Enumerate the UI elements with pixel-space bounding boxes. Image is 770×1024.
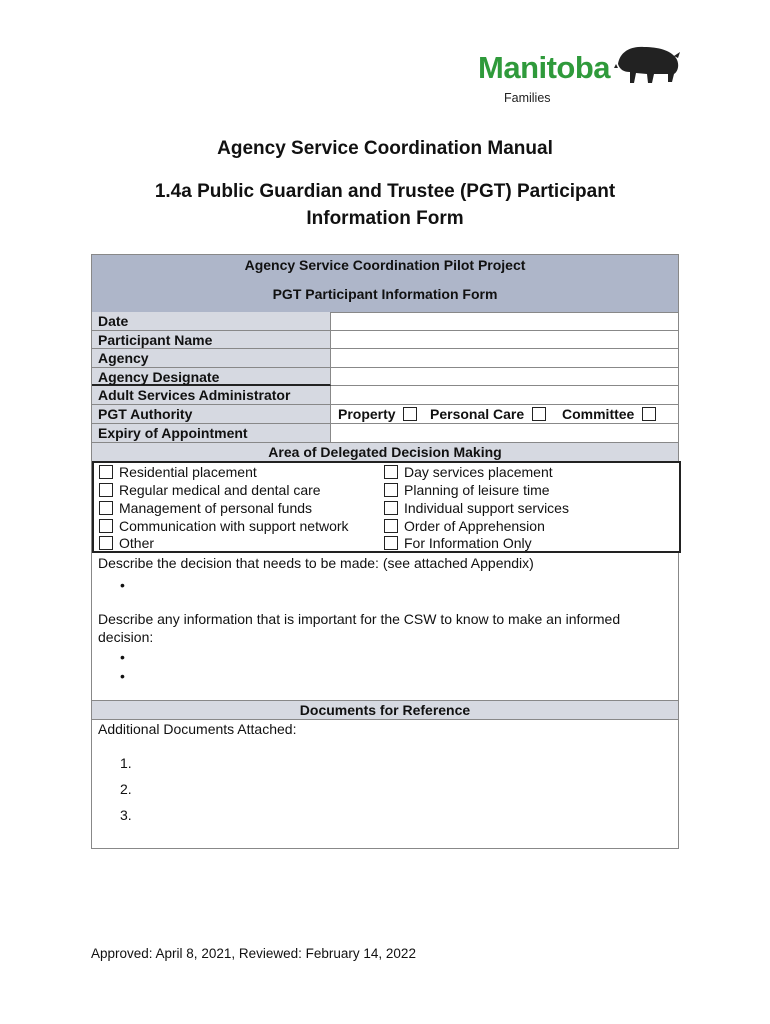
pgt-authority-options: [331, 405, 678, 424]
documents-heading: Documents for Reference: [92, 700, 678, 720]
field-label: Adult Services Administrator: [92, 386, 331, 405]
order-of-apprehension-checkbox[interactable]: [384, 519, 398, 533]
residential-placement-checkbox[interactable]: [99, 465, 113, 479]
individual-support-checkbox[interactable]: [384, 501, 398, 515]
field-row-agency: [92, 349, 678, 368]
field-label: Expiry of Appointment: [92, 424, 331, 443]
option-label: Management of personal funds: [119, 499, 313, 516]
area-heading: Area of Delegated Decision Making: [92, 443, 678, 461]
day-services-checkbox[interactable]: [384, 465, 398, 479]
form-title: 1.4a Public Guardian and Trustee (PGT) Participant Information Form: [154, 181, 616, 229]
document-item: 3.: [120, 807, 132, 823]
logo-department: Families: [504, 91, 551, 105]
option-label: Communication with support network: [119, 517, 349, 534]
option-label: Individual support services: [404, 499, 569, 516]
field-row-expiry: [92, 424, 678, 443]
adult-services-administrator-input[interactable]: [331, 386, 678, 405]
field-row-participant-name: [92, 331, 678, 350]
date-input[interactable]: [331, 312, 678, 331]
documents-label: Additional Documents Attached:: [98, 721, 297, 737]
personal-funds-checkbox[interactable]: [99, 501, 113, 515]
bullet: •: [120, 649, 125, 665]
medical-dental-checkbox[interactable]: [99, 483, 113, 497]
pgt-form: [91, 254, 679, 849]
decision-area-checklist: [92, 461, 681, 553]
field-row-adult-services-administrator: [92, 386, 678, 405]
describe-info-label-line2: decision:: [98, 629, 154, 645]
participant-name-input[interactable]: [331, 331, 678, 350]
header-line-1: Agency Service Coordination Pilot Project: [244, 257, 526, 273]
option-label: Order of Apprehension: [404, 517, 545, 534]
agency-designate-input[interactable]: [331, 368, 678, 387]
field-row-agency-designate: [92, 368, 678, 387]
field-row-pgt-authority: [92, 405, 678, 424]
header-line-2: PGT Participant Information Form: [272, 286, 498, 302]
option-label: Regular medical and dental care: [119, 482, 321, 498]
option-label: Committee: [562, 406, 635, 422]
personal-care-checkbox[interactable]: [532, 407, 546, 421]
option-label: For Information Only: [404, 535, 532, 551]
option-label: Planning of leisure time: [404, 482, 550, 498]
bullet: •: [120, 577, 125, 593]
agency-input[interactable]: [331, 349, 678, 368]
logo-wordmark: Manitoba: [478, 50, 611, 85]
field-label: Agency: [92, 349, 331, 368]
manual-title: Agency Service Coordination Manual: [217, 138, 553, 159]
for-information-only-checkbox[interactable]: [384, 536, 398, 550]
committee-checkbox[interactable]: [642, 407, 656, 421]
other-checkbox[interactable]: [99, 536, 113, 550]
option-label: Personal Care: [430, 406, 525, 422]
field-label: Participant Name: [92, 331, 331, 350]
document-item: 2.: [120, 781, 132, 797]
field-label: Agency Designate: [92, 368, 331, 387]
manitoba-logo: [474, 42, 684, 108]
option-label: Other: [119, 535, 155, 551]
document-item: 1.: [120, 755, 132, 771]
describe-info-label-line1: Describe any information that is important for the CSW to know to make an informed: [98, 611, 621, 627]
describe-decision-label: Describe the decision that needs to be made: (see attached Appendix): [98, 555, 534, 571]
option-label: Property: [338, 406, 396, 422]
bison-icon: [614, 42, 682, 86]
support-network-checkbox[interactable]: [99, 519, 113, 533]
option-label: Day services placement: [404, 464, 553, 480]
bullet: •: [120, 668, 125, 684]
field-row-date: [92, 312, 678, 331]
leisure-time-checkbox[interactable]: [384, 483, 398, 497]
option-label: Residential placement: [119, 464, 257, 480]
property-checkbox[interactable]: [403, 407, 417, 421]
approval-footer: Approved: April 8, 2021, Reviewed: February 14, 2022: [91, 946, 416, 961]
form-header: [92, 255, 678, 313]
field-label: PGT Authority: [92, 405, 331, 424]
field-label: Date: [92, 312, 331, 331]
expiry-input[interactable]: [331, 424, 678, 443]
